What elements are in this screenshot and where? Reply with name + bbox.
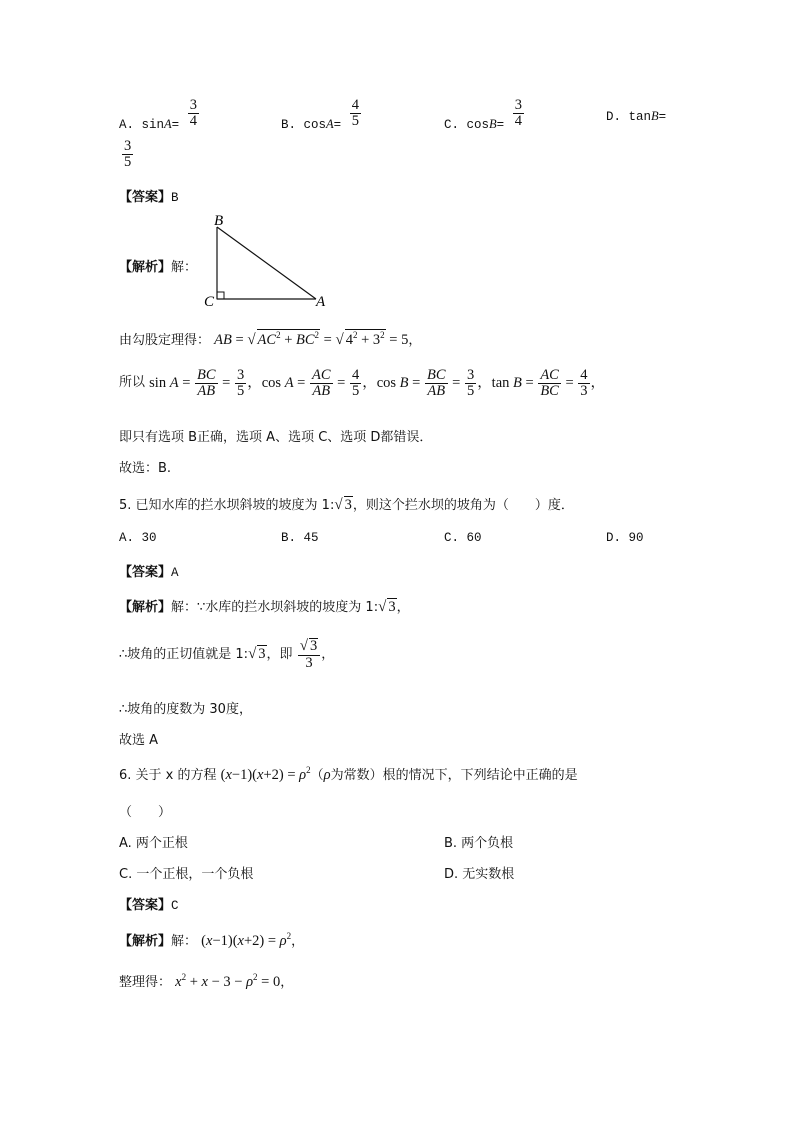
q5-analysis-line1: 【解析】解：∵水库的拦水坝斜坡的坡度为 1:√ 3， <box>119 599 410 615</box>
q6-analysis: 【解析】解： $(x-1)(x+2) = \rho^2$， <box>119 931 305 949</box>
answer-tag: 【答案】 <box>119 190 172 205</box>
q4-option-a: A. sinA= $\frac{3}{4}$ <box>119 97 197 133</box>
q4-analysis-lead: 【解析】解： <box>119 260 198 275</box>
fraction: $\frac{3}{4}$ <box>514 97 522 130</box>
q4-ratios-line: 所以 sin A = $\frac{BC}{AB}$ = $\frac{3}{5}$ ，cos A = $\frac{AC}{AB}$ = $\frac{4}{5}$ ，cos B = $\frac{BC}{AB}$ = $\frac{3}{5}$ ，tan B = $\frac{AC}{BC}$ = $\frac{4}{3}$ ， <box>119 367 606 400</box>
q6-stem: 6. 关于 x 的方程 $(x-1)(x+2) = \rho^2(\rho$为常数）根的情况下，下列结论中正确的是 <box>119 765 578 783</box>
q5-analysis-line3: ∴坡角的度数为 30度， <box>119 702 252 717</box>
q4-option-b: B. cosA= $\frac{4}{5}$ <box>281 97 359 133</box>
q6-rearrange: 整理得： $x^2 + x - 3 - \rho^2 = 0$， <box>119 972 294 990</box>
q6-option-d: D. 无实数根 <box>444 867 515 882</box>
right-triangle-figure <box>200 210 340 312</box>
q5-analysis-line2: ∴坡角的正切值就是 1:√ 3，即 $\frac{√ 3}{3}$ ， <box>119 638 335 671</box>
q4-answer: 【答案】B <box>119 190 179 205</box>
vertex-c-label: C <box>204 294 215 310</box>
q5-option-c: C. 60 <box>444 531 482 545</box>
q5-option-a: A. 30 <box>119 531 157 545</box>
q4-pythagoras-line: 由勾股定理得： AB = √ $AC^2 + BC^2$ = √ $4^2 + 3^2 = 5$， <box>119 330 422 348</box>
q5-option-d: D. 90 <box>606 531 644 545</box>
fraction: $\frac{4}{5}$ <box>351 97 359 130</box>
q6-option-a: A. 两个正根 <box>119 836 188 851</box>
q6-blank: （ ） <box>119 805 172 820</box>
analysis-tag: 【解析】 <box>119 260 172 275</box>
option-label: A. sin <box>119 118 165 133</box>
q5-option-b: B. 45 <box>281 531 319 545</box>
q6-option-c: C. 一个正根，一个负根 <box>119 867 254 882</box>
q4-conclusion: 即只有选项 B正确，选项 A、选项 C、选项 D都错误． <box>119 430 433 445</box>
vertex-a-label: A <box>316 294 326 310</box>
q5-stem: 5. 已知水库的拦水坝斜坡的坡度为 1:√ 3，则这个拦水坝的坡角为（ ）度． <box>119 497 574 513</box>
q4-choose: 故选：B. <box>119 461 172 476</box>
q6-answer: 【答案】C <box>119 898 179 913</box>
fraction: $\frac{3}{4}$ <box>189 97 197 130</box>
q4-option-c: C. cosB= $\frac{3}{4}$ <box>444 97 522 133</box>
q4-option-d-fraction: $\frac{3}{5}$ <box>124 138 132 171</box>
q6-option-b: B. 两个负根 <box>444 836 514 851</box>
q5-choose: 故选 A <box>119 733 159 748</box>
q5-answer: 【答案】A <box>119 565 179 580</box>
q4-option-d: D. tanB= <box>606 109 667 124</box>
vertex-b-label: B <box>214 213 224 229</box>
